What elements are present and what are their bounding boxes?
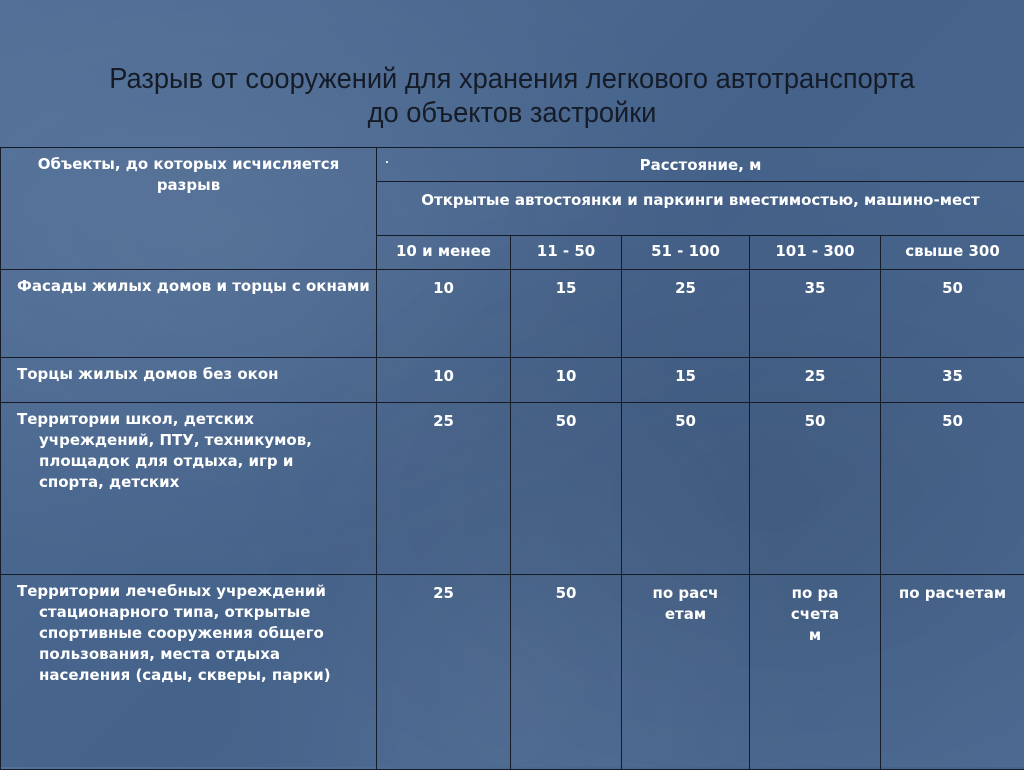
row-object-cell (1, 358, 377, 403)
table-row (1, 358, 1024, 403)
column-header-cell (881, 236, 1024, 270)
row-object-cell (1, 270, 377, 358)
column-header-label: 10 и менее (396, 242, 491, 260)
row-value: 50 (942, 412, 963, 430)
slide-title-line-1: Разрыв от сооружений для хранения легкового автотранспорта (31, 62, 994, 96)
row-value: по расчетам (791, 584, 839, 644)
column-header-label: свыше 300 (905, 242, 1000, 260)
row-value: 50 (556, 412, 577, 430)
header-distance-cell (377, 148, 1024, 182)
column-header-label: 51 - 100 (651, 242, 720, 260)
row-value: 25 (433, 584, 454, 602)
row-value: 15 (556, 279, 577, 297)
row-value-cell (511, 575, 622, 770)
row-value: 50 (675, 412, 696, 430)
row-value-cell (750, 403, 881, 575)
row-object-label: Торцы жилых домов без окон (9, 364, 370, 385)
row-value-cell (377, 575, 511, 770)
row-value-cell (881, 270, 1024, 358)
row-value: 25 (675, 279, 696, 297)
row-value: по расчетам (653, 584, 719, 623)
row-value-cell (881, 403, 1024, 575)
row-value: 10 (433, 279, 454, 297)
row-value-cell (881, 575, 1024, 770)
row-value-cell (881, 358, 1024, 403)
header-objects-label: Объекты, до которых исчисляется разрыв (38, 155, 339, 194)
row-value-cell (622, 270, 750, 358)
column-header-label: 11 - 50 (537, 242, 595, 260)
row-value-cell (750, 358, 881, 403)
row-value: 35 (942, 367, 963, 385)
row-object-cell (1, 575, 377, 770)
row-value: 15 (675, 367, 696, 385)
slide-title (31, 62, 994, 130)
column-header-cell (750, 236, 881, 270)
header-capacity-cell (377, 182, 1024, 236)
header-capacity-label: Открытые автостоянки и паркинги вместимостью, машино-мест (421, 191, 979, 209)
row-value: 50 (805, 412, 826, 430)
column-header-cell (622, 236, 750, 270)
header-objects-cell (1, 148, 377, 270)
header-distance-label: Расстояние, м (640, 156, 762, 174)
row-object-label: Территории школ, детских учреждений, ПТУ, техникумов, площадок для отдыха, игр и спорта, детских (9, 409, 370, 493)
row-value-cell (622, 575, 750, 770)
row-value-cell (511, 403, 622, 575)
slide-title-line-2: до объектов застройки (31, 96, 994, 130)
distance-table (0, 147, 1024, 770)
column-header-cell (511, 236, 622, 270)
row-value-cell (622, 358, 750, 403)
row-value-cell (377, 270, 511, 358)
table-row (1, 575, 1024, 770)
row-object-cell (1, 403, 377, 575)
row-value: 25 (433, 412, 454, 430)
table-row (1, 403, 1024, 575)
row-value-cell (377, 403, 511, 575)
column-header-label: 101 - 300 (775, 242, 854, 260)
row-value-cell (750, 270, 881, 358)
row-value-cell (750, 575, 881, 770)
row-value: по расчетам (899, 584, 1006, 602)
row-value-cell (377, 358, 511, 403)
column-header-cell (377, 236, 511, 270)
row-object-label: Территории лечебных учреждений стационарного типа, открытые спортивные сооружения общего пользования, места отдыха населения (сады, скверы, парки) (9, 581, 370, 686)
row-value: 10 (556, 367, 577, 385)
row-value: 35 (805, 279, 826, 297)
row-object-label: Фасады жилых домов и торцы с окнами (9, 276, 370, 297)
row-value: 10 (433, 367, 454, 385)
row-value: 50 (556, 584, 577, 602)
row-value: 50 (942, 279, 963, 297)
row-value-cell (511, 270, 622, 358)
marker-dot: . (385, 150, 389, 171)
row-value-cell (511, 358, 622, 403)
table-row (1, 270, 1024, 358)
table-header-row-distance (1, 148, 1024, 182)
row-value-cell (622, 403, 750, 575)
row-value: 25 (805, 367, 826, 385)
